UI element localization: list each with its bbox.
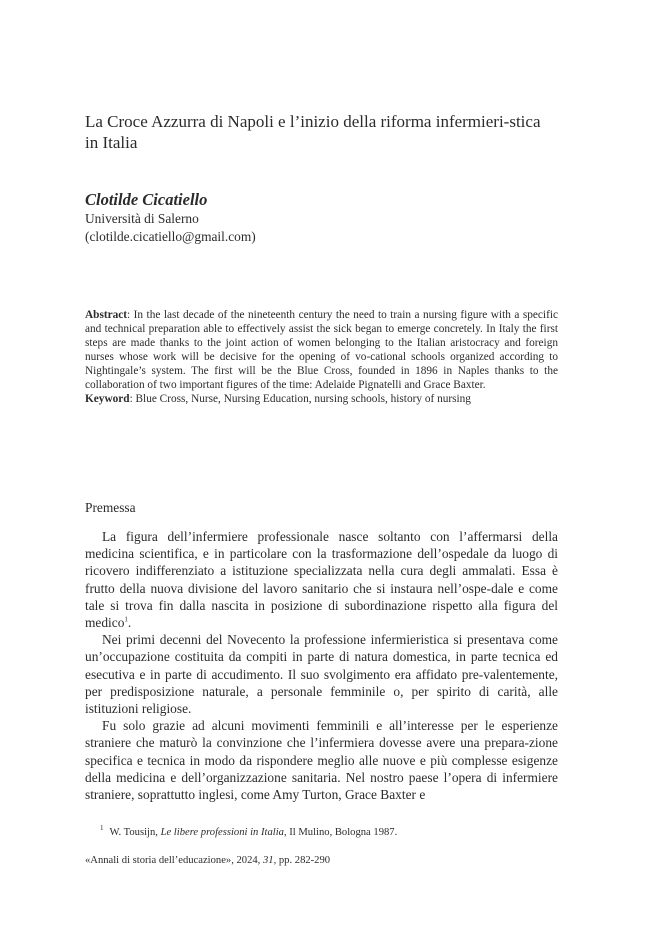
- footnote-suffix: , Il Mulino, Bologna 1987.: [283, 827, 398, 838]
- paragraph-1-end: .: [127, 615, 132, 631]
- abstract-paragraph: [85, 308, 558, 392]
- journal-prefix: «Annali di storia dell’educazione», 2024,: [85, 855, 263, 866]
- paragraph-1-text: La figura dell’infermiere professionale nasce soltanto con l’affermarsi della medicina scientifica, e in particolare con la trasformazione dell’ospedale da luogo di ricovero indifferenziato a istituzione specializzata nella cura degli ammalati. Essa è frutto della nuova divisione del lavoro sanitario che si instaura nell’ospe-dale e come tale si trova fin dalla nascita in posizione di subordinazione rispetto alla figura del medico: [85, 529, 558, 631]
- journal-citation: [85, 855, 565, 866]
- footnote-prefix: W. Tousijn,: [109, 827, 161, 838]
- paragraph-2: Nei primi decenni del Novecento la professione infermieristica si presentava come un’occupazione costituita da compiti in parte di natura domestica, in parte tecnica ed esecutiva e in parte di accudimento. Il suo svolgimento era affidato pre-valentemente, per predisposizione naturale, a personale femminile o, per spirito di carità, alle istituzioni religiose.: [85, 632, 558, 717]
- affiliation: Università di Salerno: [85, 211, 199, 226]
- section-heading: Premessa: [85, 500, 136, 515]
- author-email: (clotilde.cicatiello@gmail.com): [85, 229, 256, 244]
- abstract-label: Abstract: [85, 309, 128, 321]
- journal-volume: 31: [262, 855, 274, 866]
- journal-pages: , pp. 282-290: [273, 855, 331, 866]
- abstract-block: [85, 308, 558, 406]
- author-name: Clotilde Cicatiello: [85, 190, 208, 209]
- keywords-paragraph: [85, 392, 558, 406]
- paragraph-1: [85, 528, 558, 631]
- keywords-text: : Blue Cross, Nurse, Nursing Education, nursing schools, history of nursing: [129, 393, 471, 405]
- author-affiliation-block: [85, 210, 256, 246]
- footnote-number: 1: [100, 824, 104, 833]
- body-text: [85, 528, 558, 803]
- footnote-reference[interactable]: 1: [124, 615, 128, 624]
- footnote-book-title: Le libere professioni in Italia: [160, 827, 284, 838]
- article-title: La Croce Azzurra di Napoli e l’inizio della riforma infermieri-stica in Italia: [85, 112, 541, 152]
- abstract-text: : In the last decade of the nineteenth century the need to train a nursing figure with a specific and technical preparation able to effectively assist the sick began to emerge concretely. In Italy the first steps are made thanks to the joint action of women belonging to the Italian aristocracy and foreign nurses whose work will be decisive for the opening of vo-cational schools organized according to Nightingale’s system. The first will be the Blue Cross, founded in 1896 in Naples thanks to the collaboration of two important figures of the time: Adelaide Pignatelli and Grace Baxter.: [85, 309, 558, 391]
- keywords-label: Keyword: [85, 393, 130, 405]
- paragraph-3: Fu solo grazie ad alcuni movimenti femminili e all’interesse per le esperienze straniere che maturò la convinzione che l’infermiera dovesse avere una prepara-zione specifica e tecnica in modo da rispondere meglio alle nuove e più complesse esigenze della medicina e dell’organizzazione sanitaria. Nel nostro paese l’opera di infermiere straniere, soprattutto inglesi, come Amy Turton, Grace Baxter e: [85, 718, 558, 803]
- footnote: [100, 824, 560, 838]
